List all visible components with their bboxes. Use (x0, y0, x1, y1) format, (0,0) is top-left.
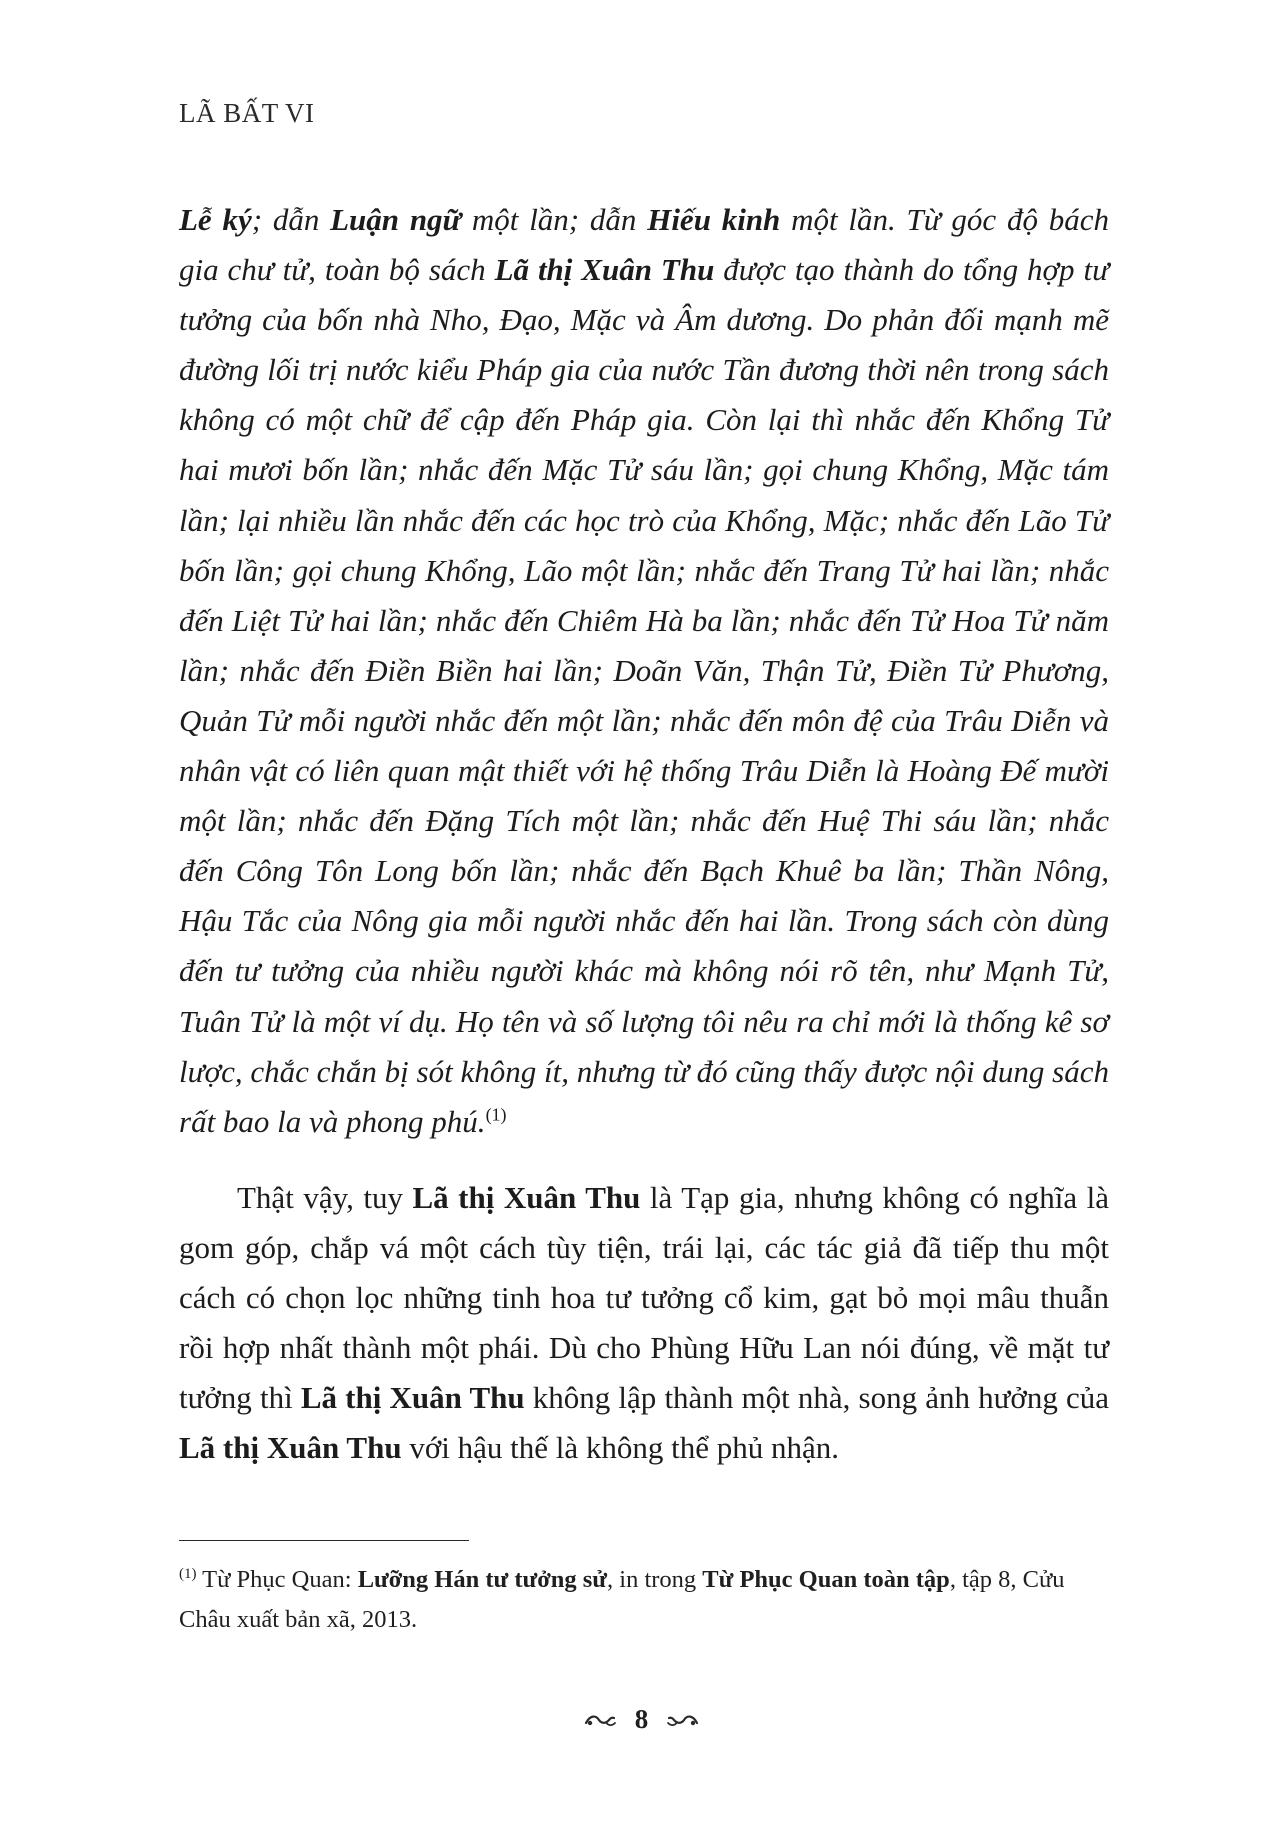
paragraph-2 (179, 1173, 1109, 1474)
text-span: , in trong (607, 1566, 703, 1593)
flourish-left-icon (584, 1711, 618, 1729)
footnote-reference[interactable]: (1) (485, 1104, 507, 1125)
footnote-book-title: Lưỡng Hán tư tưởng sử (357, 1566, 608, 1593)
text-span: không lập thành một nhà, song ảnh hưởng của (524, 1380, 1109, 1416)
title-le-ky: Lễ ký (179, 202, 252, 237)
text-span: , tập 8, Cửu Châu xuất bản xã, 2013. (179, 1566, 1065, 1633)
text-span: một lần. Từ góc độ bách gia chư tử, toàn bộ sách (179, 202, 1110, 288)
body-text (179, 195, 1109, 1473)
title-la-thi-xuan-thu: Lã thị Xuân Thu (179, 1430, 402, 1466)
page-footer (0, 1702, 1283, 1735)
title-la-thi-xuan-thu: Lã thị Xuân Thu (412, 1179, 641, 1215)
footnote (179, 1560, 1109, 1640)
title-hieu-kinh: Hiếu kinh (647, 202, 781, 237)
flourish-right-icon (665, 1711, 699, 1729)
title-la-thi-xuan-thu: Lã thị Xuân Thu (300, 1380, 525, 1416)
text-span: với hậu thế là không thể phủ nhận. (401, 1430, 839, 1466)
text-span: được tạo thành do tổng hợp tư tưởng của bốn nhà Nho, Đạo, Mặc và Âm dương. Do phản đối mạnh mẽ đường lối trị nước kiểu Pháp gia của nước Tần đương thời nên trong sách không có một chữ để cập đến Pháp gia. Còn lại thì nhắc đến Khổng Tử hai mươi bốn lần; nhắc đến Mặc Tử sáu lần; gọi chung Khổng, Mặc tám lần; lại nhiều lần nhắc đến các học trò của Khổng, Mặc; nhắc đến Lão Tử bốn lần; gọi chung Khổng, Lão một lần; nhắc đến Trang Tử hai lần; nhắc đến Liệt Tử hai lần; nhắc đến Chiêm Hà ba lần; nhắc đến Tử Hoa Tử năm lần; nhắc đến Điền Biền hai lần; Doãn Văn, Thận Tử, Điền Tử Phương, Quản Tử mỗi người nhắc đến một lần; nhắc đến môn đệ của Trâu Diễn và nhân vật có liên quan mật thiết với hệ thống Trâu Diễn là Hoàng Đế mười một lần; nhắc đến Đặng Tích một lần; nhắc đến Huệ Thi sáu lần; nhắc đến Công Tôn Long bốn lần; nhắc đến Bạch Khuê ba lần; Thần Nông, Hậu Tắc của Nông gia mỗi người nhắc đến hai lần. Trong sách còn dùng đến tư tưởng của nhiều người khác mà không nói rõ tên, như Mạnh Tử, Tuân Tử là một ví dụ. Họ tên và số lượng tôi nêu ra chỉ mới là thống kê sơ lược, chắc chắn bị sót không ít, nhưng từ đó cũng thấy được nội dung sách rất bao la và phong phú. (179, 252, 1109, 1139)
footnote-marker: (1) (179, 1565, 197, 1582)
text-span: ; dẫn (251, 202, 331, 237)
text-span: một lần; dẫn (461, 202, 648, 237)
text-span: Thật vậy, tuy (237, 1179, 413, 1215)
paragraph-1 (179, 195, 1109, 1147)
footnote-collection-title: Từ Phục Quan toàn tập (702, 1566, 950, 1593)
text-span: Từ Phục Quan: (196, 1566, 358, 1593)
page-number: 8 (634, 1704, 649, 1735)
running-header: LÃ BẤT VI (179, 98, 315, 128)
text-span: là Tạp gia, nhưng không có nghĩa là gom góp, chắp vá một cách tùy tiện, trái lại, các tác giả đã tiếp thu một cách có chọn lọc những tinh hoa tư tưởng cổ kim, gạt bỏ mọi mâu thuẫn rồi hợp nhất thành một phái. Dù cho Phùng Hữu Lan nói đúng, về mặt tư tưởng thì (179, 1179, 1109, 1416)
footnote-divider (179, 1540, 469, 1541)
title-luan-ngu: Luận ngữ (330, 202, 462, 237)
title-la-thi-xuan-thu: Lã thị Xuân Thu (494, 252, 715, 288)
